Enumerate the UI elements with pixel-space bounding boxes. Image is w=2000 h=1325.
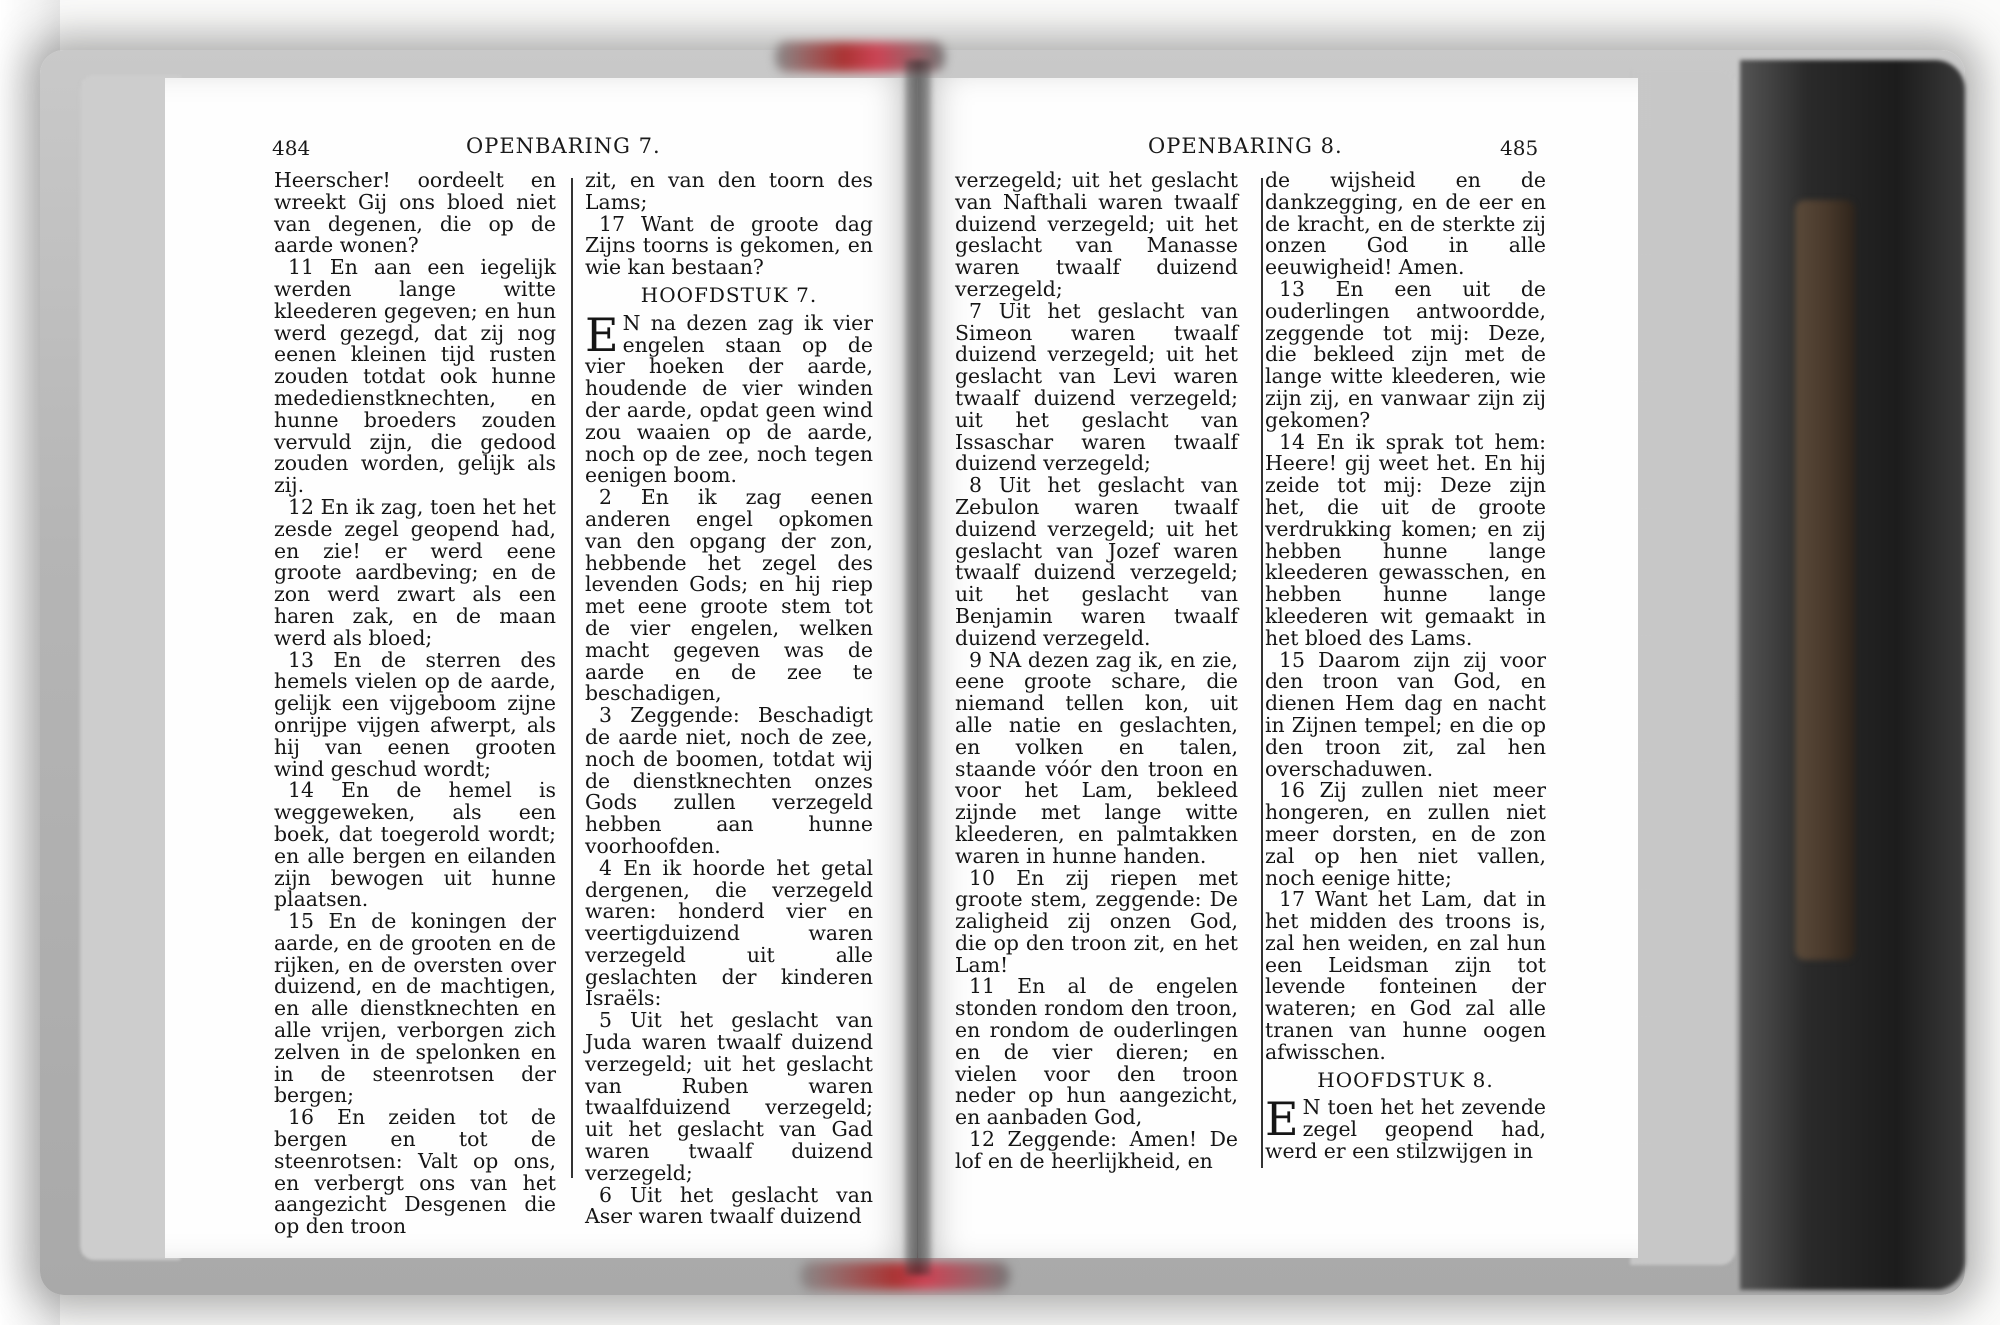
verse: 13 En een uit de ouderlingen antwoordde, zeggende tot mij: Deze, die bekleed zijn met de lange witte kleederen, wie zijn zij, en vanwaar zijn zij gekomen? bbox=[1265, 276, 1546, 432]
verse: 15 En de koningen der aarde, en de grooten en de rijken, en de oversten over duizend, en de machtigen, en alle dienstknechten en alle vrijen, verborgen zich zelven in de spelonken en in de steenrotsen der bergen; bbox=[274, 909, 556, 1108]
verse: 10 En zij riepen met groote stem, zeggende: De zaligheid zij onzen God, die op den troon zit, en het Lam! bbox=[955, 865, 1238, 977]
left-page-number: 484 bbox=[272, 136, 311, 160]
drop-cap: E bbox=[585, 307, 619, 362]
left-page-column-2 bbox=[585, 170, 873, 1228]
right-running-head: OPENBARING 8. bbox=[1148, 134, 1343, 158]
verse: 8 Uit het geslacht van Zebulon waren twaalf duizend verzegeld; uit het geslacht van Jozef waren twaalf duizend verzegeld; uit het geslacht van Benjamin waren twaalf duizend verzegeld. bbox=[955, 473, 1238, 650]
verse: 17 Want de groote dag Zijns toorns is gekomen, en wie kan bestaan? bbox=[585, 211, 873, 280]
verse: 11 En al de engelen stonden rondom den troon, en rondom de ouderlingen en de vier dieren; en vielen voor den troon neder op hun aangezicht, en aanbaden God, bbox=[955, 974, 1238, 1130]
verse: 2 En ik zag eenen anderen engel opkomen van den opgang der zon, hebbende het zegel des levenden Gods; en hij riep met eene groote stem tot de vier engelen, welken macht gegeven was de aarde en de zee te beschadigen, bbox=[585, 485, 873, 706]
right-page-number: 485 bbox=[1500, 136, 1539, 160]
drop-cap: E bbox=[1265, 1092, 1299, 1147]
chapter-heading: HOOFDSTUK 8. bbox=[1317, 1067, 1494, 1092]
verse: 13 En de sterren des hemels vielen op de aarde, gelijk een vijgeboom zijne onrijpe vijgen afwerpt, als hij van eenen grooten wind geschud wordt; bbox=[274, 647, 556, 781]
left-page-column-1 bbox=[274, 170, 556, 1238]
continued-text: verzegeld; uit het geslacht van Nafthali waren twaalf duizend verzegeld; uit het geslacht van Manasse waren twaalf duizend verzegeld; bbox=[955, 168, 1238, 301]
chapter-heading: HOOFDSTUK 7. bbox=[640, 282, 818, 307]
verse: 12 En ik zag, toen het het zesde zegel geopend had, en zie! er werd eene groote aardbeving; en de zon werd zwart als een haren zak, en de maan werd als bloed; bbox=[274, 494, 556, 650]
book-spine bbox=[905, 60, 931, 1275]
verse: 14 En ik sprak tot hem: Heere! gij weet het. En hij zeide tot mij: Deze zijn het, die uit de groote verdrukking komen; en zij hebben hunne lange kleederen gewasschen, en hebben hunne lange kleederen wit gemaakt in het bloed des Lams. bbox=[1265, 429, 1546, 650]
verse: 5 Uit het geslacht van Juda waren twaalf duizend verzegeld; uit het geslacht van Ruben waren twaalfduizend verzegeld; uit het geslacht van Gad waren twaalf duizend verzegeld; bbox=[585, 1008, 873, 1185]
right-page-column-2 bbox=[1265, 170, 1546, 1163]
verse: 7 Uit het geslacht van Simeon waren twaalf duizend verzegeld; uit het geslacht van Levi waren twaalf duizend verzegeld; uit het geslacht van Issaschar waren twaalf duizend verzegeld; bbox=[955, 298, 1238, 476]
book-cover-edge bbox=[1795, 200, 1855, 960]
verse: 4 En ik hoorde het getal dergenen, die verzegeld waren: honderd vier en veertigduizend waren verzegeld uit alle geslachten der kinderen Israëls: bbox=[585, 855, 873, 1011]
continued-text: Heerscher! oordeelt en wreekt Gij ons bloed niet van degenen, die op de aarde wonen? bbox=[274, 168, 556, 258]
verse: 15 Daarom zijn zij voor den troon van God, en dienen Hem dag en nacht in Zijnen tempel; en die op den troon zit, zal hen overschaduwen. bbox=[1265, 647, 1546, 781]
verse: 16 Zij zullen niet meer hongeren, en zullen niet meer dorsten, en de zon zal op hen niet vallen, noch eenige hitte; bbox=[1265, 778, 1546, 890]
left-running-head: OPENBARING 7. bbox=[466, 134, 661, 158]
verse: 17 Want het Lam, dat in het midden des troons is, zal hen weiden, en zal hun een Leidsman zijn tot levende fonteinen der wateren; en God zal alle tranen van hunne oogen afwisschen. bbox=[1265, 887, 1546, 1064]
verse: 14 En de hemel is weggeweken, als een boek, dat toegerold wordt; en alle bergen en eilanden zijn bewogen uit hunne plaatsen. bbox=[274, 778, 556, 912]
verse: 3 Zeggende: Beschadigt de aarde niet, noch de zee, noch de boomen, totdat wij de dienstknechten onzes Gods zullen verzegeld hebben aan hunne voorhoofden. bbox=[585, 703, 873, 858]
column-rule-left bbox=[571, 178, 573, 1178]
verse: 12 Zeggende: Amen! De lof en de heerlijkheid, en bbox=[955, 1127, 1238, 1173]
chapter-opening-verse bbox=[585, 307, 873, 488]
verse-text: N toen het het zevende zegel geopend had, werd er een stilzwijgen in bbox=[1265, 1095, 1546, 1164]
continued-text: de wijsheid en de dankzegging, en de eer en de kracht, en de sterkte zij onzen God in alle eeuwigheid! Amen. bbox=[1265, 168, 1546, 280]
verse: 9 NA dezen zag ik, en zie, eene groote schare, die niemand tellen kon, uit alle natie en geslachten, en volken en talen, staande vóór den troon en voor het Lam, bekleed zijnde met lange witte kleederen, en palmtakken waren in hunne handen. bbox=[955, 647, 1238, 868]
verse: 6 Uit het geslacht van Aser waren twaalf duizend bbox=[585, 1182, 873, 1229]
verse: 16 En zeiden tot de bergen en tot de steenrotsen: Valt op ons, en verbergt ons van het aangezicht Desgenen die op den troon bbox=[274, 1105, 556, 1239]
column-rule-right bbox=[1261, 178, 1263, 1168]
continued-text: zit, en van den toorn des Lams; bbox=[585, 168, 873, 214]
right-page-column-1 bbox=[955, 170, 1238, 1173]
chapter-opening-verse bbox=[1265, 1092, 1546, 1164]
page-edges-right bbox=[1630, 70, 1735, 1265]
verse: 11 En aan een iegelijk werden lange witte kleederen gegeven; en hun werd gezegd, dat zij nog eenen kleinen tijd rusten zouden totdat ook hunne mededienstknechten, en hunne broeders zouden vervuld zijn, die gedood zouden worden, gelijk als zij. bbox=[274, 255, 556, 498]
verse-text: N na dezen zag ik vier engelen staan op de vier hoeken der aarde, houdende de vier winden der aarde, opdat geen wind zou waaien op de aarde, noch op de zee, noch tegen eenigen boom. bbox=[585, 310, 873, 488]
